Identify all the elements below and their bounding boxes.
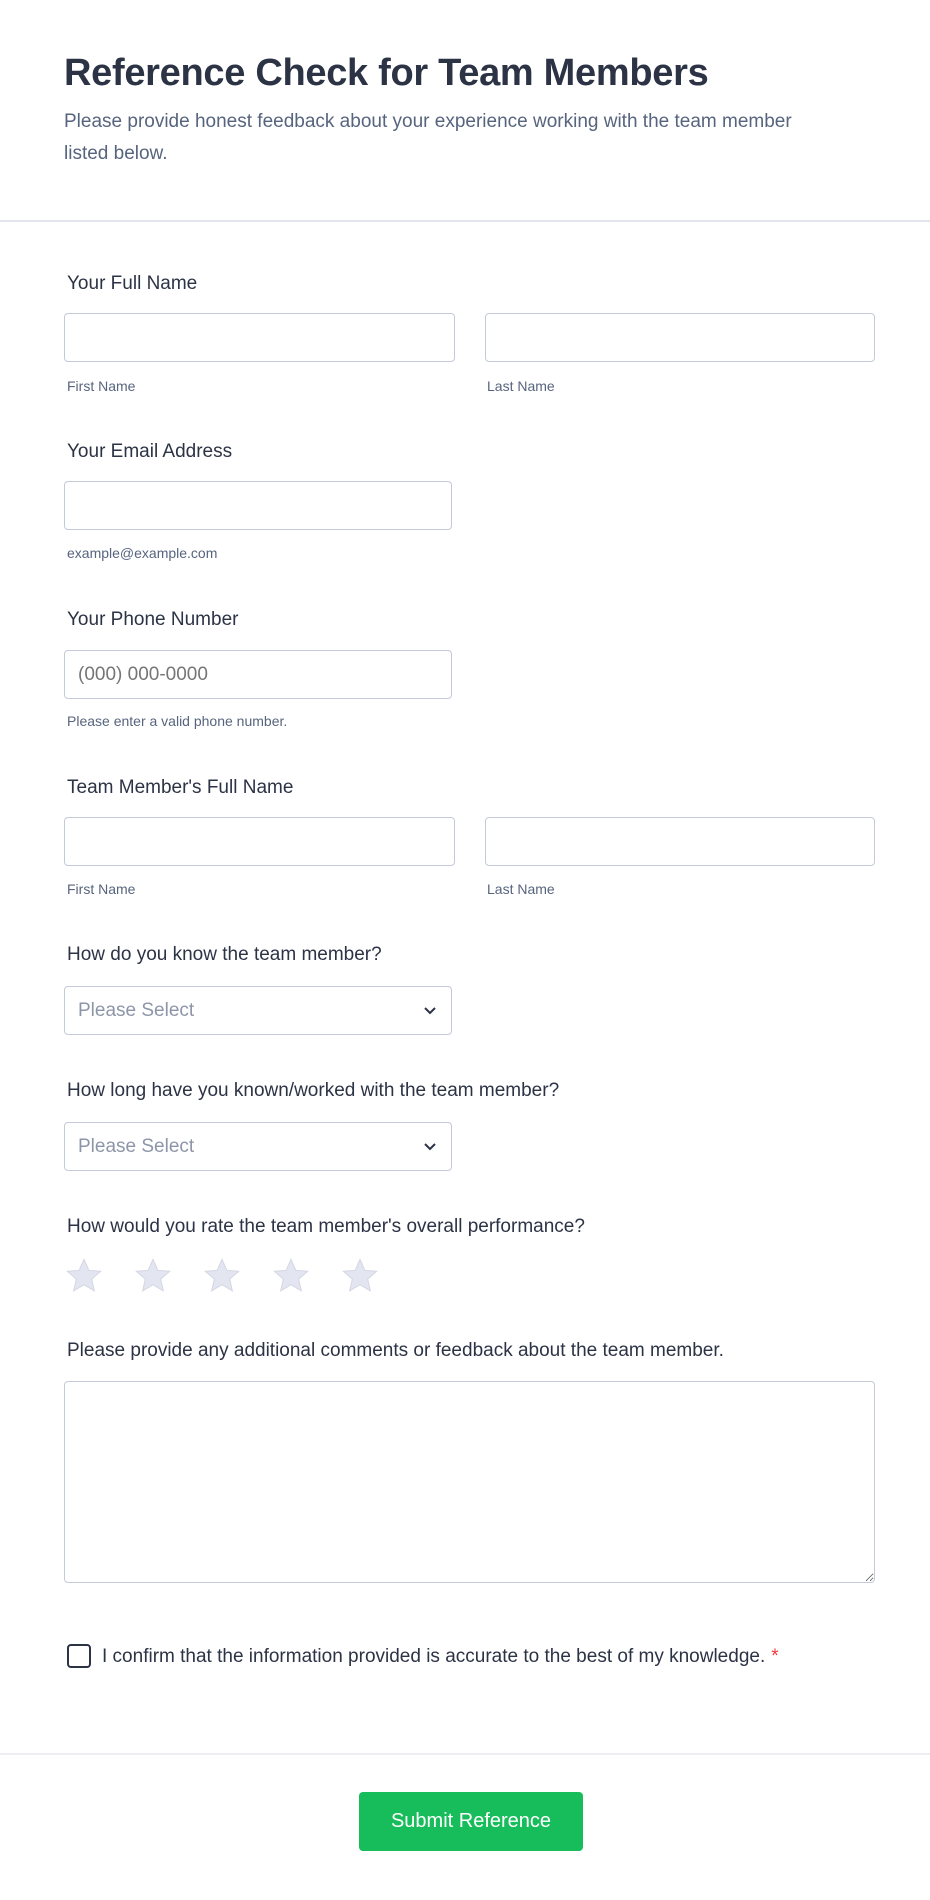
email-input[interactable] [64,481,452,530]
required-mark: * [771,1646,779,1667]
first-name-input[interactable] [64,313,455,362]
first-name-sublabel: First Name [67,378,136,394]
email-hint: example@example.com [67,545,218,561]
divider [0,220,930,222]
page-subtitle: Please provide honest feedback about your experience working with the team member listed below. [64,111,792,164]
star-icon[interactable] [64,1256,104,1296]
last-name-input[interactable] [485,313,875,362]
chevron-down-icon [422,1002,438,1018]
submit-button[interactable]: Submit Reference [359,1792,583,1851]
member-last-name-sublabel: Last Name [487,881,555,897]
star-icon[interactable] [340,1256,380,1296]
relationship-value: Please Select [78,999,195,1021]
member-name-label: Team Member's Full Name [67,777,294,798]
comments-textarea[interactable] [64,1381,875,1583]
comments-label: Please provide any additional comments or feedback about the team member. [67,1340,724,1361]
confirm-text: I confirm that the information provided is accurate to the best of my knowledge. [102,1646,766,1667]
star-icon[interactable] [271,1256,311,1296]
duration-select[interactable] [64,1122,452,1171]
relationship-select[interactable] [64,986,452,1035]
duration-label: How long have you known/worked with the team member? [67,1080,560,1101]
phone-hint: Please enter a valid phone number. [67,713,288,729]
phone-label: Your Phone Number [67,609,239,630]
star-icon[interactable] [202,1256,242,1296]
last-name-sublabel: Last Name [487,378,555,394]
full-name-label: Your Full Name [67,273,198,294]
phone-input[interactable] [64,650,452,699]
email-label: Your Email Address [67,441,233,462]
rating-label: How would you rate the team member's overall performance? [67,1216,585,1237]
star-icon[interactable] [133,1256,173,1296]
member-last-name-input[interactable] [485,817,875,866]
page-title: Reference Check for Team Members [64,52,709,94]
duration-value: Please Select [78,1135,195,1157]
chevron-down-icon [422,1138,438,1154]
divider [0,1753,930,1755]
confirm-label [64,1640,784,1673]
relationship-label: How do you know the team member? [67,944,382,965]
member-first-name-input[interactable] [64,817,455,866]
member-first-name-sublabel: First Name [67,881,136,897]
